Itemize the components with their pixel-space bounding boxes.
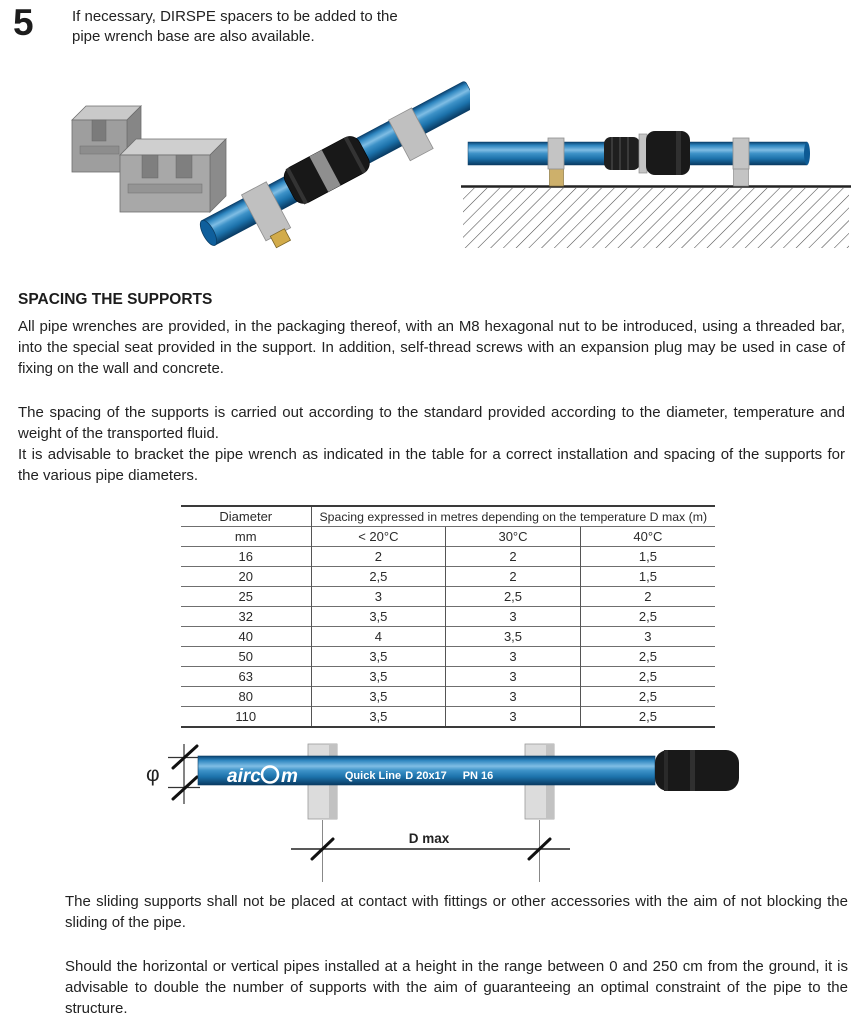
table-cell: 3 bbox=[446, 707, 581, 728]
table-cell: 2 bbox=[311, 547, 446, 567]
table-cell: 3,5 bbox=[311, 707, 446, 728]
paragraph-supports-3: It is advisable to bracket the pipe wrench as indicated in the table for a correct installation and spacing of the supports for the various pipe diameters. bbox=[18, 446, 845, 484]
spacer-blocks-illustration bbox=[40, 58, 470, 265]
pipe-print-pn: PN 16 bbox=[462, 770, 494, 782]
column-header-temp-40: 40°C bbox=[580, 527, 715, 547]
ground-hatching bbox=[463, 188, 849, 248]
table-cell: 3 bbox=[446, 647, 581, 667]
table-row bbox=[181, 687, 715, 707]
table-cell: 3,5 bbox=[446, 627, 581, 647]
mounted-pipe-illustration bbox=[460, 95, 857, 255]
table-row bbox=[181, 587, 715, 607]
dmax-dimension bbox=[291, 820, 570, 882]
table-cell: 63 bbox=[181, 667, 311, 687]
table-row bbox=[181, 547, 715, 567]
table-cell: 3 bbox=[311, 587, 446, 607]
table-cell: 3,5 bbox=[311, 647, 446, 667]
table-cell: 16 bbox=[181, 547, 311, 567]
table-cell: 2,5 bbox=[580, 647, 715, 667]
column-header-temp-20: < 20°C bbox=[311, 527, 446, 547]
table-cell: 2 bbox=[446, 567, 581, 587]
table-cell: 2,5 bbox=[580, 687, 715, 707]
table-cell: 2,5 bbox=[580, 667, 715, 687]
table-row bbox=[181, 567, 715, 587]
spacer-block-large bbox=[120, 139, 226, 212]
pipe-print-quickline: Quick Line bbox=[344, 770, 402, 782]
table-row bbox=[181, 627, 715, 647]
column-header-mm: mm bbox=[181, 527, 311, 547]
table-row bbox=[181, 607, 715, 627]
paragraph-sliding-supports: The sliding supports shall not be placed at contact with fittings or other accessories with the aim of not blocking the sliding of the pipe. bbox=[65, 893, 848, 931]
table-cell: 3 bbox=[580, 627, 715, 647]
diagonal-pipe-assembly bbox=[194, 75, 470, 265]
pipe-clamp bbox=[733, 138, 749, 169]
pipe-clamp bbox=[548, 138, 564, 169]
table-cell: 2 bbox=[580, 587, 715, 607]
table-row bbox=[181, 707, 715, 728]
pipe-fitting bbox=[655, 750, 739, 791]
pipe-coupling bbox=[280, 133, 373, 208]
table-cell: 80 bbox=[181, 687, 311, 707]
column-header-temp-30: 30°C bbox=[446, 527, 581, 547]
paragraph-supports-1: All pipe wrenches are provided, in the packaging thereof, with an M8 hexagonal nut to be introduced, using a threaded bar, into the special seat provided in the support. In addition, self-thread screws with an expansion plug may be used in case of fixing on the wall and concrete. bbox=[18, 318, 845, 377]
table-cell: 3,5 bbox=[311, 667, 446, 687]
intro-text: If necessary, DIRSPE spacers to be added to the pipe wrench base are also available. bbox=[72, 8, 398, 45]
spacing-table bbox=[181, 505, 715, 728]
table-cell: 2 bbox=[446, 547, 581, 567]
table-cell: 40 bbox=[181, 627, 311, 647]
table-cell: 3 bbox=[446, 687, 581, 707]
step-number: 5 bbox=[13, 2, 33, 43]
pipe-print-text bbox=[345, 770, 493, 782]
table-cell: 2,5 bbox=[311, 567, 446, 587]
diameter-dimension-marks bbox=[168, 744, 200, 804]
table-cell: 3,5 bbox=[311, 687, 446, 707]
pipe-coupling bbox=[604, 131, 690, 175]
table-row bbox=[181, 647, 715, 667]
table-cell: 2,5 bbox=[580, 707, 715, 728]
table-cell: 2,5 bbox=[580, 607, 715, 627]
pipe-print-size: D 20x17 bbox=[405, 770, 447, 782]
table-row bbox=[181, 667, 715, 687]
table-cell: 20 bbox=[181, 567, 311, 587]
phi-diameter-symbol: φ bbox=[146, 763, 160, 786]
table-cell: 3 bbox=[446, 667, 581, 687]
table-cell: 4 bbox=[311, 627, 446, 647]
table-cell: 25 bbox=[181, 587, 311, 607]
table-cell: 2,5 bbox=[446, 587, 581, 607]
section-heading: SPACING THE SUPPORTS bbox=[18, 291, 213, 308]
table-cell: 110 bbox=[181, 707, 311, 728]
column-header-diameter: Diameter bbox=[181, 506, 311, 527]
table-cell: 3,5 bbox=[311, 607, 446, 627]
column-header-spacing: Spacing expressed in metres depending on the temperature D max (m) bbox=[311, 506, 715, 527]
table-cell: 32 bbox=[181, 607, 311, 627]
table-header-row bbox=[181, 527, 715, 547]
paragraph-supports-2: The spacing of the supports is carried out according to the standard provided according to the diameter, temperature and weight of the transported fluid. bbox=[18, 404, 845, 442]
svg-text:airc: airc bbox=[227, 766, 261, 787]
svg-text:m: m bbox=[281, 766, 298, 787]
pipe-dimension-diagram bbox=[135, 738, 765, 886]
table-header-row bbox=[181, 506, 715, 527]
pipe-end-cap bbox=[804, 142, 810, 165]
paragraph-double-supports: Should the horizontal or vertical pipes installed at a height in the range between 0 and 250 cm from the ground, it is advisable to double the number of supports with the aim of guaranteeing an optimal constraint of the pipe to the structure. bbox=[65, 958, 848, 1017]
table-cell: 1,5 bbox=[580, 567, 715, 587]
table-cell: 1,5 bbox=[580, 547, 715, 567]
table-cell: 50 bbox=[181, 647, 311, 667]
dmax-label: D max bbox=[408, 831, 450, 846]
table-cell: 3 bbox=[446, 607, 581, 627]
